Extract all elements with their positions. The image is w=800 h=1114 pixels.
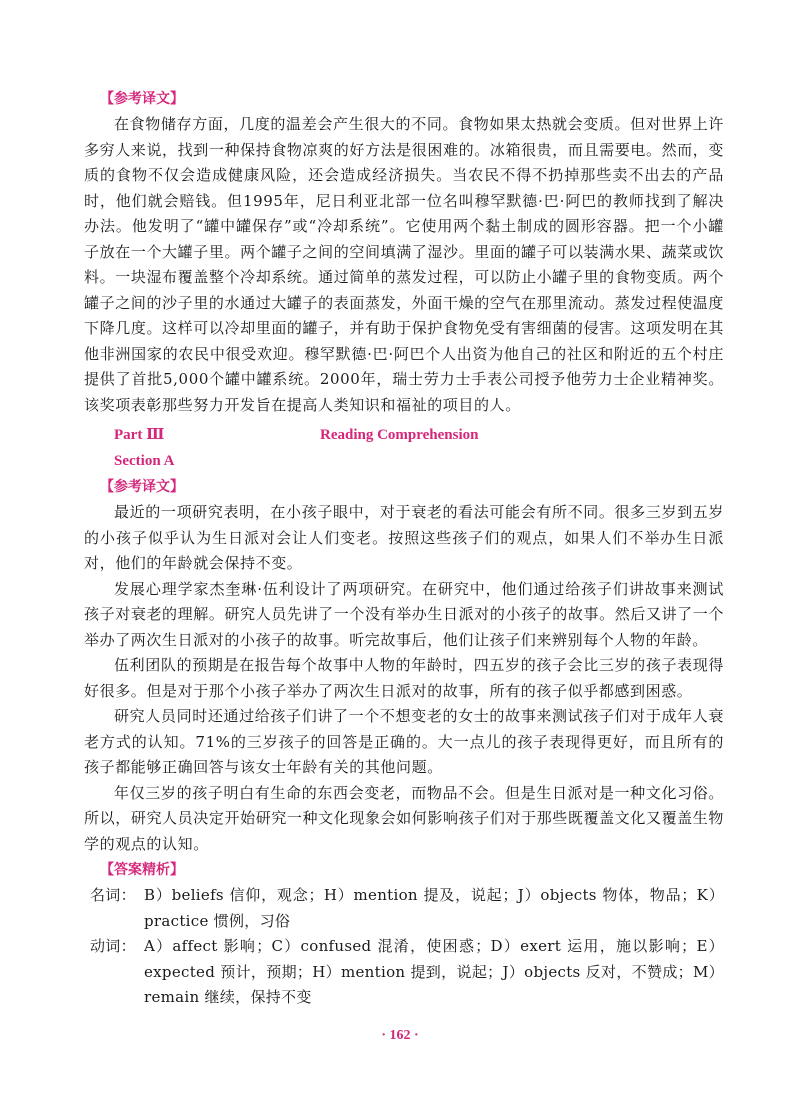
part-heading	[84, 422, 724, 448]
nouns-label: 名词：	[90, 886, 136, 904]
page-content	[84, 86, 724, 1011]
verbs-entry	[84, 934, 724, 1011]
translation-paragraph: 发展心理学家杰奎琳·伍利设计了两项研究。在研究中，他们通过给孩子们讲故事来测试孩子对衰老的理解。研究人员先讲了一个没有举办生日派对的小孩子的故事。然后又讲了一个举办了两次生日派对的小孩子的故事。听完故事后，他们让孩子们来辨别每个人物的年龄。	[84, 579, 724, 649]
part-title: Reading Comprehension	[320, 427, 479, 443]
verbs-label: 动词：	[90, 937, 136, 955]
translation-tag-2: 【参考译文】	[100, 479, 184, 495]
part-number: Part Ⅲ	[114, 427, 165, 443]
translation-tag-1: 【参考译文】	[100, 91, 184, 107]
verbs-text: A）affect 影响；C）confused 混淆，使困惑；D）exert 运用，施以影响；E）expected 预计，预期；H）mention 提到，说起；J）objects 反对，不赞成；M）remain 继续，保持不变	[144, 937, 724, 1006]
translation-paragraph: 在食物储存方面，几度的温差会产生很大的不同。食物如果太热就会变质。但对世界上许多穷人来说，找到一种保持食物凉爽的好方法是很困难的。冰箱很贵，而且需要电。然而，变质的食物不仅会造成健康风险，还会造成经济损失。当农民不得不扔掉那些卖不出去的产品时，他们就会赔钱。但1995年，尼日利亚北部一位名叫穆罕默德·巴·阿巴的教师找到了解决办法。他发明了“罐中罐保存”或“冷却系统”。它使用两个黏土制成的圆形容器。把一个小罐子放在一个大罐子里。两个罐子之间的空间填满了湿沙。里面的罐子可以装满水果、蔬菜或饮料。一块湿布覆盖整个冷却系统。通过简单的蒸发过程，可以防止小罐子里的食物变质。两个罐子之间的沙子里的水通过大罐子的表面蒸发，外面干燥的空气在那里流动。蒸发过程使温度下降几度。这样可以冷却里面的罐子，并有助于保护食物免受有害细菌的侵害。这项发明在其他非洲国家的农民中很受欢迎。穆罕默德·巴·阿巴个人出资为他自己的社区和附近的五个村庄提供了首批5,000个罐中罐系统。2000年，瑞士劳力士手表公司授予他劳力士企业精神奖。该奖项表彰那些努力开发旨在提高人类知识和福祉的项目的人。	[84, 115, 724, 414]
translation-paragraph: 最近的一项研究表明，在小孩子眼中，对于衰老的看法可能会有所不同。很多三岁到五岁的小孩子似乎认为生日派对会让人们变老。按照这些孩子们的观点，如果人们不举办生日派对，他们的年龄就会保持不变。	[84, 503, 724, 572]
translation-paragraph: 伍利团队的预期是在报告每个故事中人物的年龄时，四五岁的孩子会比三岁的孩子表现得好很多。但是对于那个小孩子举办了两次生日派对的故事，所有的孩子似乎都感到困惑。	[84, 656, 724, 700]
page-number: · 162 ·	[381, 1028, 419, 1043]
translation-paragraph: 年仅三岁的孩子明白有生命的东西会变老，而物品不会。但是生日派对是一种文化习俗。所以，研究人员决定开始研究一种文化现象会如何影响孩子们对于那些既覆盖文化又覆盖生物学的观点的认知。	[84, 783, 724, 853]
nouns-entry	[84, 883, 724, 934]
nouns-text: B）beliefs 信仰，观念；H）mention 提及，说起；J）objects 物体，物品；K）practice 惯例，习俗	[144, 886, 724, 930]
answer-analysis-tag: 【答案精析】	[100, 862, 184, 878]
section-a-heading: Section A	[114, 453, 175, 469]
translation-paragraph: 研究人员同时还通过给孩子们讲了一个不想变老的女士的故事来测试孩子们对于成年人衰老方式的认知。71%的三岁孩子的回答是正确的。大一点儿的孩子表现得更好，而且所有的孩子都能够正确回答与该女士年龄有关的其他问题。	[84, 707, 724, 776]
